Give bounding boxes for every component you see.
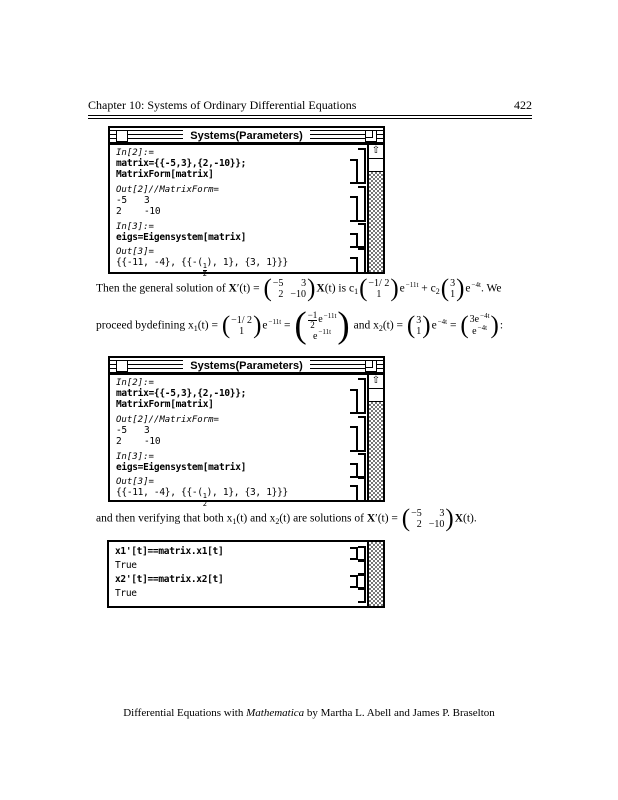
exponent: −4t xyxy=(471,281,481,290)
cell-bracket-icon xyxy=(350,485,358,502)
matrix-output-row: -5 3 xyxy=(116,195,150,206)
cell-bracket-icon xyxy=(358,223,366,248)
cell-bracket-icon xyxy=(358,416,366,452)
inline-matrix: ( −5 3 2 −10 ) xyxy=(401,505,454,532)
window-titlebar xyxy=(110,128,383,145)
exponent: −4t xyxy=(480,311,490,320)
window-body xyxy=(109,542,383,606)
window-body xyxy=(110,145,383,278)
bold-X: X xyxy=(316,282,325,295)
page-header xyxy=(88,98,532,113)
out-label: Out[2]//MatrixForm= xyxy=(116,185,219,195)
column-vector: ( −1/ 2 1 ) xyxy=(359,275,399,302)
cell-bracket-icon xyxy=(350,547,358,560)
column-vector-expanded: ( $\frac{-1}{2}$ e −11t e −11t ) xyxy=(294,305,350,346)
scrollbar xyxy=(367,375,383,500)
scroll-up-arrow-icon: ⇧ xyxy=(369,145,383,159)
header-rule xyxy=(88,115,532,119)
cell-bracket-icon xyxy=(350,426,358,452)
zoom-box-icon xyxy=(365,360,377,372)
cell-bracket-icon xyxy=(358,378,366,414)
verification-window xyxy=(107,540,385,608)
output-line: True xyxy=(115,560,137,571)
code-line: MatrixForm[matrix] xyxy=(116,399,214,410)
in-label: In[2]:= xyxy=(116,148,154,158)
cell-bracket-icon xyxy=(358,148,366,184)
paragraph-1: Then the general solution of X′(t) = ( −5 3 2 −10 ) X(t) is $c_1$ ( −1/ 2 1 ) $e^{-11t} + c_2$ ( 3 1 ) $e^{-4t}$. We xyxy=(96,275,502,302)
bold-X: X xyxy=(366,512,376,525)
cell-bracket-zone xyxy=(345,542,367,606)
zoom-box-icon xyxy=(365,130,377,142)
exponent: −11t xyxy=(268,318,282,327)
fraction: $\frac{1}{2}$ xyxy=(202,492,207,508)
close-box-icon xyxy=(116,130,128,142)
notebook-content xyxy=(109,542,345,606)
cell-bracket-icon xyxy=(358,186,366,222)
bold-X: X xyxy=(454,512,464,525)
exponent: −11t xyxy=(405,281,419,290)
cell-bracket-icon xyxy=(358,560,366,575)
scrollbar-track xyxy=(369,402,383,500)
eigensystem-output: {{-11, -4}, {{-( $\frac{1}{2}$ ), 1}, {3, 1}}} xyxy=(116,487,288,508)
code-line: MatrixForm[matrix] xyxy=(116,169,214,180)
eigensystem-output: {{-11, -4}, {{-( $\frac{1}{2}$ ), 1}, {3, 1}}} xyxy=(116,257,288,278)
in-label: In[2]:= xyxy=(116,378,154,388)
column-vector: ( 3 1 ) xyxy=(406,312,431,339)
code-line: eigs=Eigensystem[matrix] xyxy=(116,462,247,473)
scrollbar xyxy=(367,542,383,606)
code-line: matrix={{-5,3},{2,-10}}; xyxy=(116,158,247,169)
mathematica-window-1 xyxy=(108,126,385,278)
window-titlebar xyxy=(110,358,383,375)
inline-matrix: ( −5 3 2 −10 ) xyxy=(263,275,316,302)
mathematica-window-2 xyxy=(108,356,385,508)
page-number: 422 xyxy=(514,98,532,112)
matrix-output-row: 2 -10 xyxy=(116,206,161,217)
matrix-output-row: -5 3 xyxy=(116,425,150,436)
window-title: Systems(Parameters) xyxy=(183,360,310,372)
column-vector-expanded: ( 3e −4t e −4t ) xyxy=(460,311,499,339)
footer-credit: Differential Equations with Mathematica by Martha L. Abell and James P. Braselton xyxy=(123,707,495,719)
cell-bracket-icon xyxy=(350,389,358,414)
scrollbar xyxy=(367,145,383,272)
cell-bracket-zone xyxy=(345,145,367,272)
in-label: In[3]:= xyxy=(116,452,154,462)
fraction: $\frac{1}{2}$ xyxy=(202,262,207,278)
paragraph-3: and then verifying that both $x_1(t)$ and $x_2(t)$ are solutions of X′(t) = ( −5 3 2 −10 ) X(t). xyxy=(96,505,477,532)
exponent: −11t xyxy=(323,311,337,320)
bold-X: X xyxy=(228,282,237,295)
cell-bracket-icon xyxy=(358,477,366,502)
cell-bracket-icon xyxy=(350,257,358,274)
cell-bracket-zone xyxy=(345,375,367,500)
scrollbar-thumb xyxy=(369,159,383,172)
paragraph-2: proceed bydefining $x_1(t)$ = ( −1/ 2 1 ) $e^{-11t}$ = ( $\frac{-1}{2}$ e −11t e −11t ) and $x_2(t)$ = ( 3 1 ) $e^{-4t}$ = ( 3e −4t e −4t ) : xyxy=(96,305,504,346)
cell-bracket-icon xyxy=(350,233,358,248)
in-label: In[3]:= xyxy=(116,222,154,232)
window-title: Systems(Parameters) xyxy=(183,130,310,142)
scrollbar-thumb xyxy=(369,389,383,402)
cell-bracket-icon xyxy=(358,546,366,561)
exponent: −4t xyxy=(477,323,488,332)
code-line: eigs=Eigensystem[matrix] xyxy=(116,232,247,243)
matrix-output-row: 2 -10 xyxy=(116,436,161,447)
out-label: Out[3]= xyxy=(116,477,154,487)
close-box-icon xyxy=(116,360,128,372)
cell-bracket-icon xyxy=(358,453,366,478)
cell-bracket-icon xyxy=(358,588,366,603)
output-line: True xyxy=(115,588,137,599)
cell-bracket-icon xyxy=(358,248,366,274)
scrollbar-track xyxy=(369,172,383,272)
code-line: x2'[t]==matrix.x2[t] xyxy=(115,574,224,585)
cell-bracket-icon xyxy=(350,463,358,478)
notebook-content xyxy=(110,145,345,278)
window-body xyxy=(110,375,383,508)
chapter-title: Chapter 10: Systems of Ordinary Differential Equations xyxy=(88,98,357,112)
code-line: matrix={{-5,3},{2,-10}}; xyxy=(116,388,247,399)
book-title-italic: Mathematica xyxy=(246,707,305,719)
out-label: Out[3]= xyxy=(116,247,154,257)
cell-bracket-icon xyxy=(350,159,358,184)
out-label: Out[2]//MatrixForm= xyxy=(116,415,219,425)
cell-bracket-icon xyxy=(350,196,358,222)
column-vector: ( −1/ 2 1 ) xyxy=(221,312,262,339)
notebook-content xyxy=(110,375,345,508)
cell-bracket-icon xyxy=(350,575,358,588)
scroll-up-arrow-icon: ⇧ xyxy=(369,375,383,389)
cell-bracket-icon xyxy=(358,574,366,589)
fraction: $\frac{-1}{2}$ xyxy=(307,309,318,330)
exponent: −11t xyxy=(318,328,332,336)
column-vector: ( 3 1 ) xyxy=(440,275,465,302)
code-line: x1'[t]==matrix.x1[t] xyxy=(115,546,224,557)
exponent: −4t xyxy=(437,318,448,327)
